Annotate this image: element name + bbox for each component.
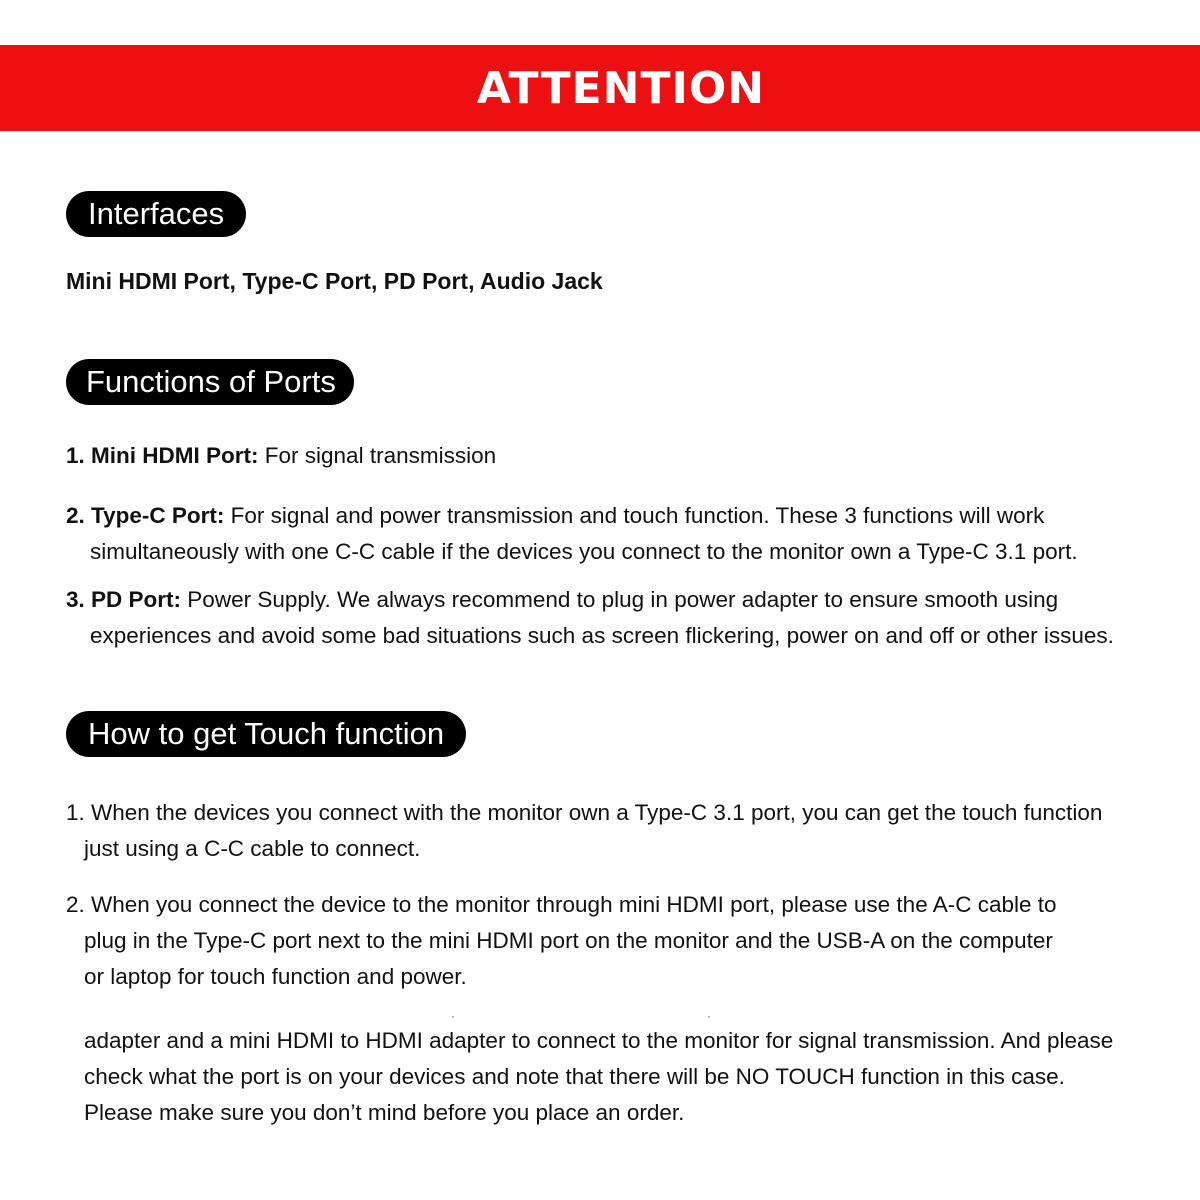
touch-note-line: adapter and a mini HDMI to HDMI adapter to connect to the monitor for signal transmission. And please — [84, 1028, 1114, 1053]
item-label: Type-C Port: — [91, 503, 225, 528]
item-text: For signal and power transmission and touch function. These 3 functions will work — [230, 503, 1045, 528]
touch-note-line: Please make sure you don’t mind before you place an order. — [84, 1100, 685, 1125]
item-number: 1. — [66, 443, 85, 468]
function-item-mini-hdmi — [66, 438, 496, 474]
interfaces-heading: Interfaces — [66, 191, 246, 237]
touch-step-2-continued-2: or laptop for touch function and power. — [84, 964, 467, 989]
artifact-dot — [708, 1016, 710, 1018]
item-label: Mini HDMI Port: — [91, 443, 259, 468]
item-text: Power Supply. We always recommend to plug in power adapter to ensure smooth using — [187, 587, 1059, 612]
touch-note-line: check what the port is on your devices and note that there will be NO TOUCH function in this case. — [84, 1064, 1065, 1089]
artifact-dot — [452, 1016, 454, 1018]
attention-banner — [0, 45, 1200, 131]
function-item-pd-continued: experiences and avoid some bad situations such as screen flickering, power on and off or other issues. — [90, 623, 1114, 648]
banner-title: ATTENTION — [476, 62, 766, 114]
touch-step-1-continued: just using a C-C cable to connect. — [84, 836, 421, 861]
function-item-type-c — [66, 498, 1044, 534]
function-item-pd — [66, 582, 1058, 618]
item-label: PD Port: — [91, 587, 182, 612]
item-text: For signal transmission — [264, 443, 497, 468]
item-number: 3. — [66, 587, 85, 612]
functions-heading: Functions of Ports — [66, 359, 354, 405]
function-item-type-c-continued: simultaneously with one C-C cable if the devices you connect to the monitor own a Type-C 3.1 port. — [90, 539, 1078, 564]
touch-step-2: 2. When you connect the device to the monitor through mini HDMI port, please use the A-C cable to — [66, 892, 1057, 917]
interfaces-list: Mini HDMI Port, Type-C Port, PD Port, Audio Jack — [66, 268, 603, 294]
touch-heading: How to get Touch function — [66, 711, 466, 757]
touch-step-2-continued: plug in the Type-C port next to the mini HDMI port on the monitor and the USB-A on the computer — [84, 928, 1053, 953]
item-number: 2. — [66, 503, 85, 528]
touch-step-1: 1. When the devices you connect with the monitor own a Type-C 3.1 port, you can get the touch function — [66, 800, 1103, 825]
